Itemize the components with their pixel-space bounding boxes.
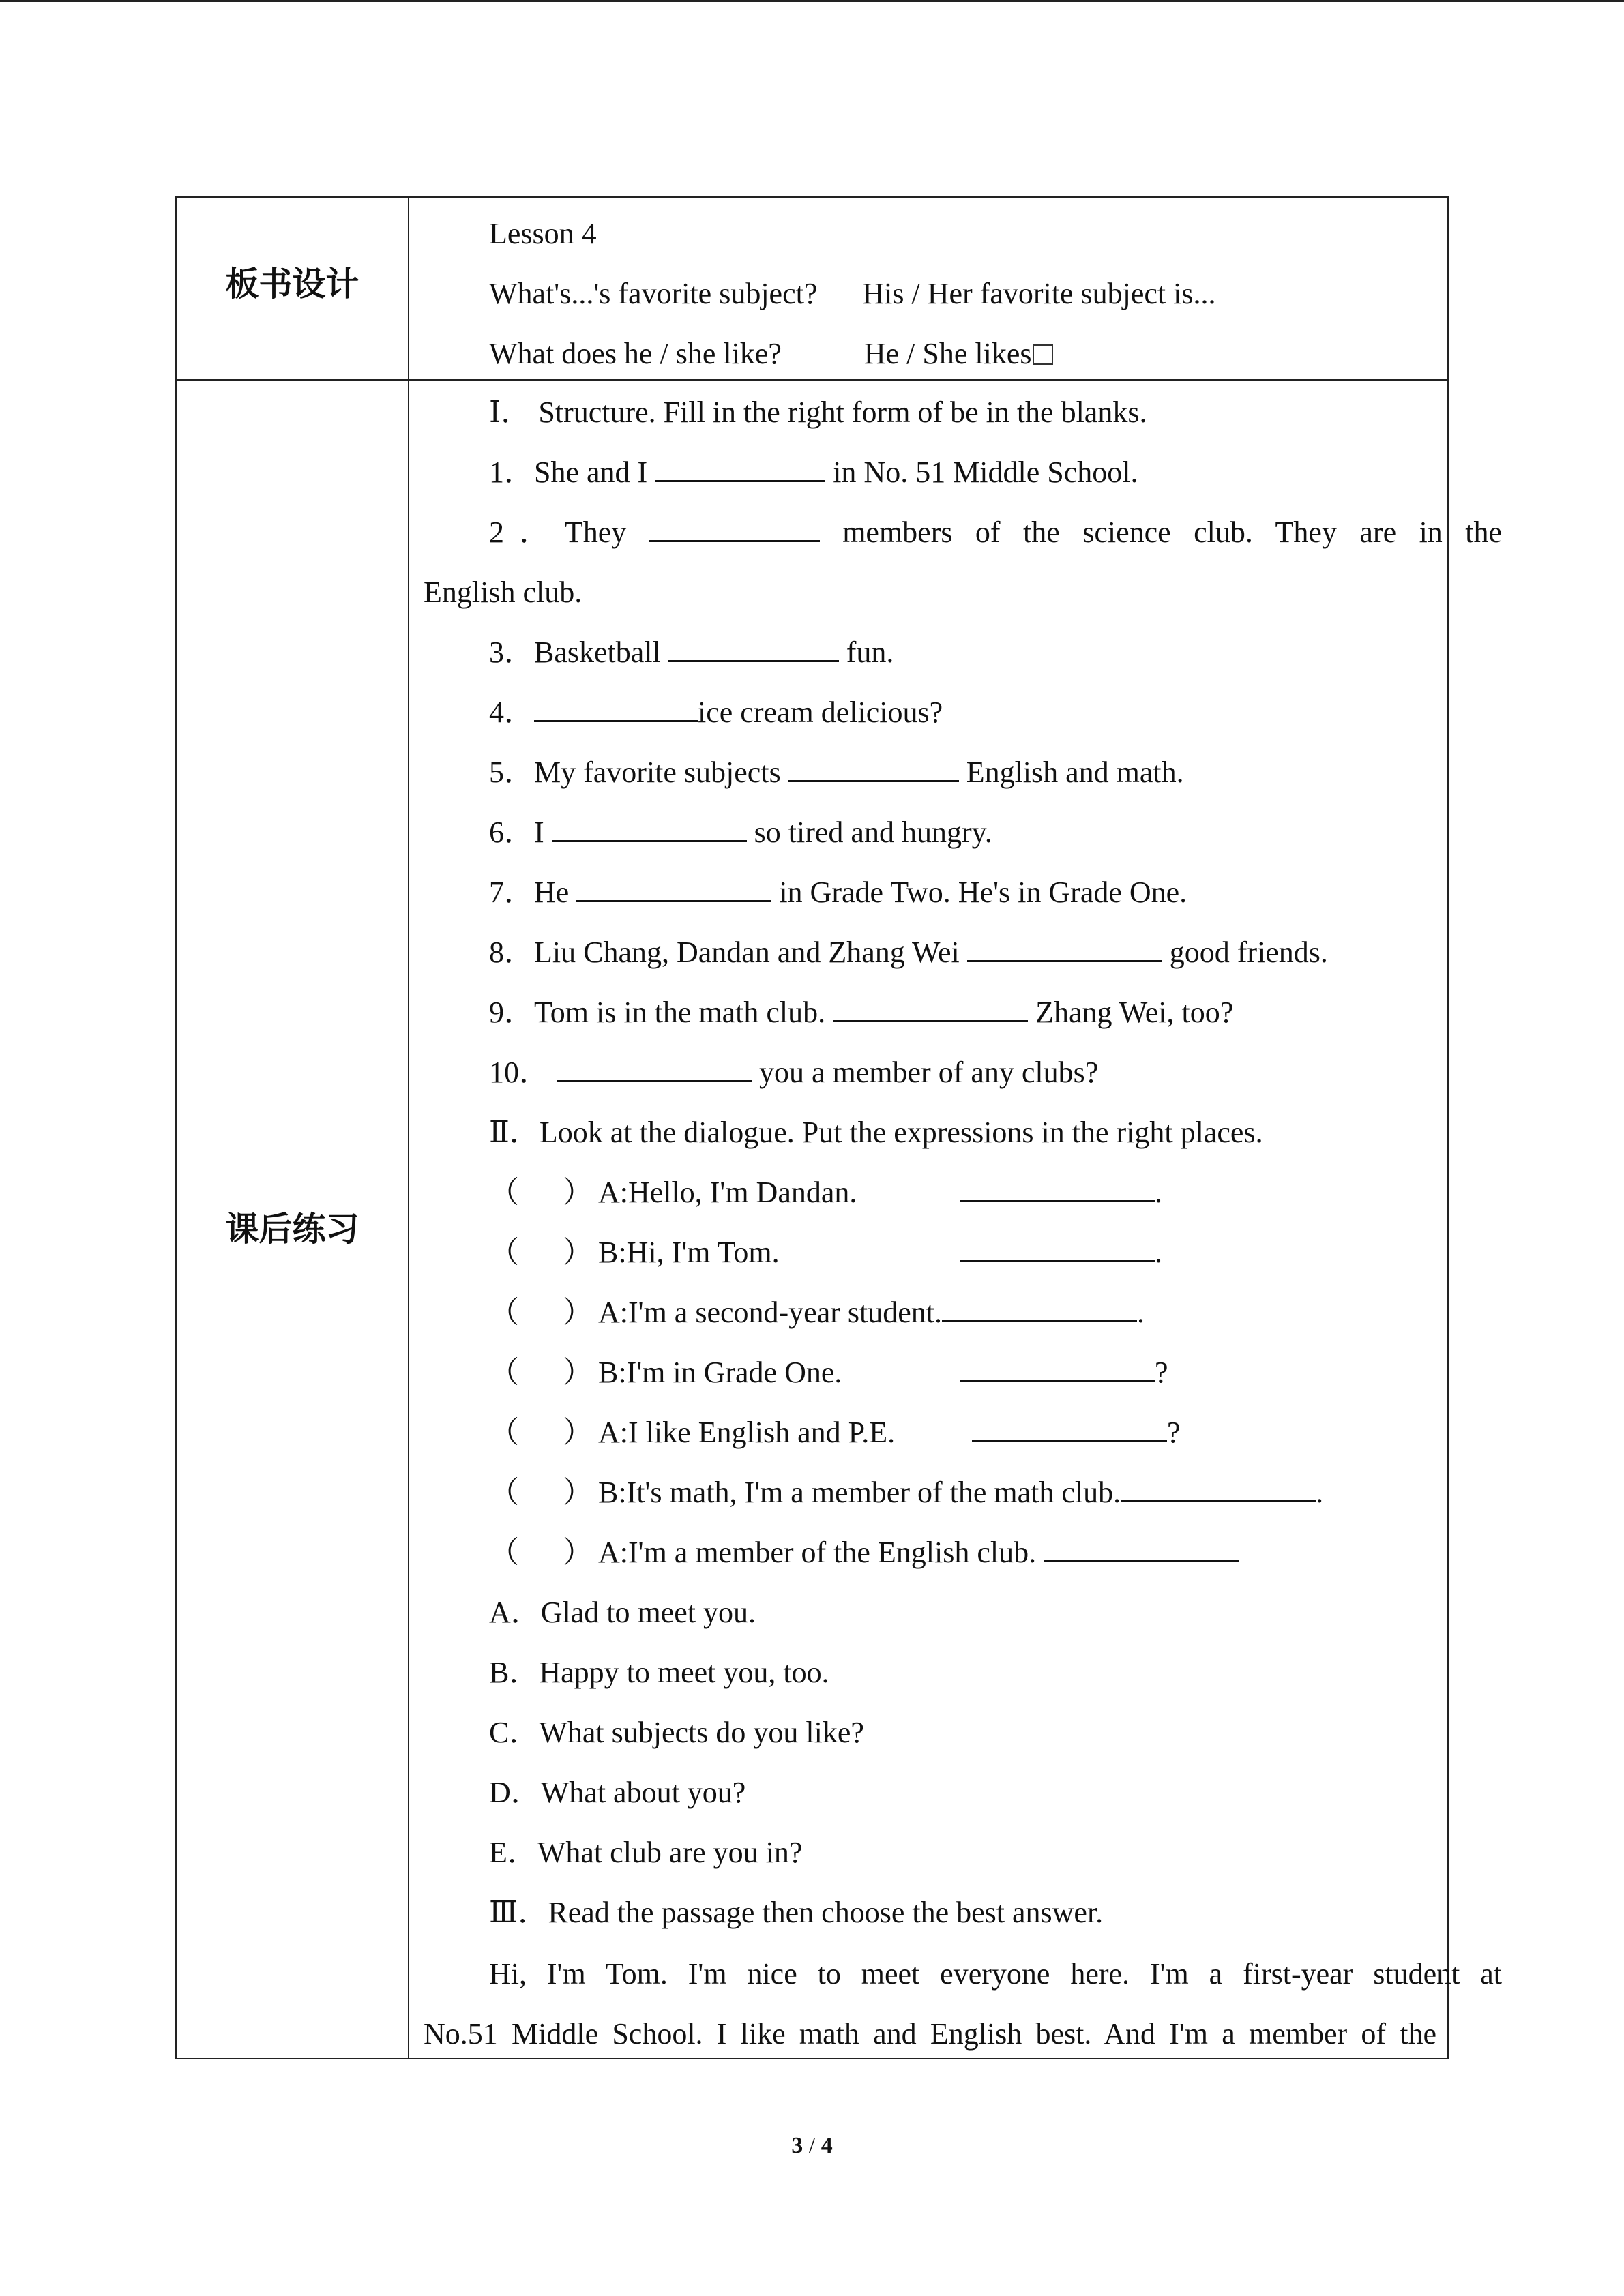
answer-paren[interactable] [489, 1283, 598, 1343]
dialogue-end: ? [1167, 1416, 1181, 1449]
dialogue-end: ? [1155, 1356, 1168, 1389]
paren-open: （ [489, 1536, 519, 1569]
answer-blank[interactable] [960, 1358, 1155, 1382]
answer-blank[interactable] [1044, 1538, 1239, 1562]
paren-close: ） [563, 1356, 593, 1389]
paren-open: （ [489, 1296, 519, 1329]
item-text: so tired and hungry. [746, 816, 992, 849]
item-text: in Grade Two. He's in Grade One. [771, 876, 1187, 909]
answer-blank[interactable] [552, 818, 747, 842]
answer-blank[interactable] [942, 1298, 1137, 1322]
dialogue-end: . [1136, 1296, 1145, 1329]
item-text: 3．Basketball [489, 636, 668, 669]
dialogue-line-7 [489, 1523, 1239, 1583]
board-design-label: 板书设计 [225, 265, 359, 303]
item-text: 10． [489, 1056, 557, 1089]
board-line-lesson: Lesson 4 [489, 217, 597, 250]
answer-paren[interactable] [489, 1343, 598, 1403]
exercise-item-8 [489, 923, 1328, 983]
answer-blank[interactable] [788, 758, 959, 782]
dialogue-text: B:I'm in Grade One. [598, 1356, 842, 1389]
item-text: 6．I [489, 816, 552, 849]
paren-close: ） [563, 1476, 593, 1509]
answer-paren[interactable] [489, 1463, 598, 1523]
dialogue-line-1 [489, 1163, 1162, 1223]
paren-close: ） [563, 1236, 593, 1269]
section3-heading: Ⅲ．Read the passage then choose the best answer. [489, 1896, 1104, 1929]
answer-blank[interactable] [557, 1058, 752, 1082]
paren-open: （ [489, 1476, 519, 1509]
page-separator: / [803, 2133, 821, 2158]
item-text: 7．He [489, 876, 577, 909]
dialogue-text: B:It's math, I'm a member of the math club. [598, 1476, 1121, 1509]
column-divider [408, 198, 409, 2058]
lesson-table [175, 196, 1502, 2059]
dialogue-line-4 [489, 1343, 1168, 1403]
paren-open: （ [489, 1236, 519, 1269]
answer-blank[interactable] [972, 1418, 1167, 1442]
paren-open: （ [489, 1416, 519, 1449]
option-a: A．Glad to meet you. [489, 1596, 756, 1629]
exercise-item-2-continued: English club. [424, 576, 582, 609]
exercise-item-5 [489, 743, 1184, 803]
item-text: ice cream delicious? [698, 696, 943, 729]
dialogue-line-5 [489, 1403, 1181, 1463]
dialogue-end: . [1155, 1236, 1162, 1269]
dialogue-text: B:Hi, I'm Tom. [598, 1236, 780, 1269]
current-page: 3 [791, 2133, 803, 2158]
item-text: Zhang Wei, too? [1028, 996, 1234, 1029]
answer-blank[interactable] [649, 518, 820, 542]
paren-close: ） [563, 1416, 593, 1449]
passage-line-2: No.51 Middle School. I like math and English best. And I'm a member of the [424, 2017, 1436, 2051]
answer-paren[interactable] [489, 1403, 598, 1463]
answer-blank[interactable] [833, 998, 1028, 1022]
section1-heading: Ⅰ． Structure. Fill in the right form of be in the blanks. [489, 396, 1147, 429]
item-text: 9．Tom is in the math club. [489, 996, 833, 1029]
dialogue-line-3 [489, 1283, 1145, 1343]
exercise-item-6 [489, 803, 992, 863]
exercise-item-10 [489, 1043, 1098, 1103]
item-text: in No. 51 Middle School. [825, 456, 1138, 489]
section2-heading: Ⅱ．Look at the dialogue. Put the expressions in the right places. [489, 1116, 1263, 1149]
item-text: fun. [838, 636, 894, 669]
option-c: C．What subjects do you like? [489, 1716, 864, 1749]
item-text: 2．They [489, 516, 649, 549]
answer-blank[interactable] [1121, 1478, 1316, 1502]
paren-close: ） [563, 1296, 593, 1329]
exercise-item-1 [489, 443, 1138, 503]
exercise-item-3 [489, 623, 894, 683]
option-e: E．What club are you in? [489, 1836, 803, 1869]
item-text: 5．My favorite subjects [489, 756, 788, 789]
answer-paren[interactable] [489, 1223, 598, 1283]
exercise-item-7 [489, 863, 1187, 923]
total-pages: 4 [821, 2133, 833, 2158]
dialogue-text: A:I'm a second-year student. [598, 1296, 942, 1329]
item-text: 8．Liu Chang, Dandan and Zhang Wei [489, 936, 967, 969]
exercise-item-2 [489, 503, 1502, 563]
paren-open: （ [489, 1356, 519, 1389]
board-line-question1: What's...'s favorite subject? His / Her favorite subject is... [489, 277, 1216, 310]
answer-blank[interactable] [960, 1238, 1155, 1262]
paren-close: ） [563, 1536, 593, 1569]
item-text: 1．She and I [489, 456, 655, 489]
answer-blank[interactable] [967, 938, 1162, 962]
answer-blank[interactable] [534, 698, 698, 722]
exercises-label: 课后练习 [225, 1210, 359, 1249]
paren-open: （ [489, 1176, 519, 1209]
answer-blank[interactable] [960, 1178, 1155, 1202]
option-b: B．Happy to meet you, too. [489, 1656, 829, 1689]
answer-blank[interactable] [668, 638, 839, 662]
dialogue-end: . [1316, 1476, 1324, 1509]
missing-glyph-box-icon [1033, 344, 1053, 365]
exercise-item-9 [489, 983, 1233, 1043]
item-text: 4． [489, 696, 534, 729]
dialogue-text: A:I like English and P.E. [598, 1416, 896, 1449]
item-text: members of the science club. They are in the [819, 516, 1502, 549]
board-line-question2-text: What does he / she like? He / She likes [489, 337, 1032, 370]
item-text: English and math. [958, 756, 1184, 789]
passage-line-1: Hi, I'm Tom. I'm nice to meet everyone here. I'm a first-year student at [489, 1957, 1502, 1991]
answer-paren[interactable] [489, 1163, 598, 1223]
answer-blank[interactable] [655, 458, 825, 482]
dialogue-text: A:I'm a member of the English club. [598, 1536, 1044, 1569]
dialogue-line-2 [489, 1223, 1162, 1283]
answer-blank[interactable] [576, 878, 771, 902]
item-text: you a member of any clubs? [752, 1056, 1099, 1089]
option-d: D．What about you? [489, 1776, 746, 1809]
answer-paren[interactable] [489, 1523, 598, 1583]
dialogue-end: . [1155, 1176, 1162, 1209]
board-line-question2 [489, 324, 1053, 384]
page-number [0, 2133, 1624, 2159]
top-border-rule [0, 0, 1624, 2]
dialogue-text: A:Hello, I'm Dandan. [598, 1176, 857, 1209]
paren-close: ） [563, 1176, 593, 1209]
item-text: good friends. [1162, 936, 1328, 969]
exercise-item-4 [489, 683, 943, 743]
dialogue-line-6 [489, 1463, 1323, 1523]
